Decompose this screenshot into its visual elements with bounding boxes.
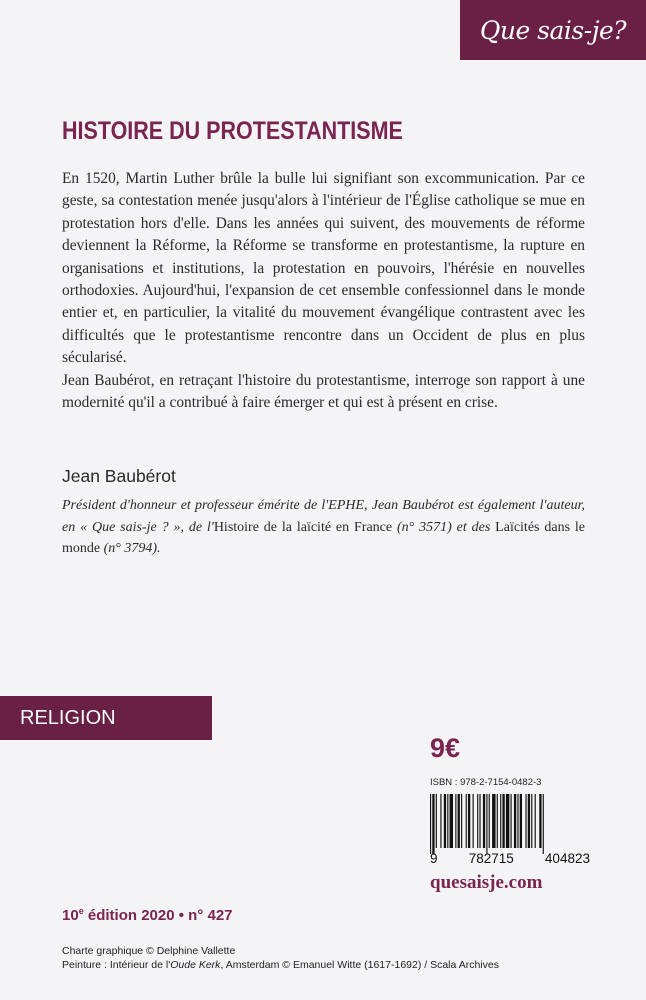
isbn: ISBN : 978-2-7154-0482-3: [430, 777, 542, 788]
author-name: Jean Baubérot: [62, 466, 176, 486]
price: 9€: [430, 733, 461, 763]
barcode-bar: [543, 794, 544, 854]
barcode-bar: [466, 794, 467, 848]
barcode-bar: [539, 794, 541, 848]
barcode-bar: [486, 794, 487, 854]
bio-text-3: (n° 3794).: [100, 541, 161, 556]
credits-painting-title: Oude Kerk: [170, 959, 221, 971]
barcode-bar: [479, 794, 480, 848]
bio-book-2: Laïcités dans le monde: [62, 519, 585, 556]
series-logo: [460, 0, 646, 60]
barcode-digit-group: 782715: [468, 851, 514, 866]
barcode-bar: [489, 794, 490, 848]
barcode-bar: [444, 794, 446, 848]
barcode-bar: [447, 794, 448, 848]
edition-superscript: e: [78, 906, 84, 916]
barcode-bar: [450, 794, 453, 848]
barcode-bar: [436, 794, 437, 848]
barcode-bar: [430, 794, 431, 854]
barcode-bar: [500, 794, 501, 848]
author-bio: [62, 495, 585, 560]
barcode-bar: [455, 794, 456, 848]
blurb-paragraph-2: Jean Baubérot, en retraçant l'histoire du protestantisme, interroge son rapport à une modernité qu'il a contribué à faire émerger et qui est à présent en crise.: [62, 371, 585, 412]
barcode-bar: [440, 794, 441, 848]
book-title: HISTOIRE DU PROTESTANTISME: [62, 117, 403, 145]
barcode-bar: [511, 794, 512, 848]
barcode-bar: [497, 794, 498, 848]
credits-painting-text-1: Peinture : Intérieur de l': [62, 959, 171, 971]
barcode-bar: [477, 794, 478, 848]
bio-text-2: (n° 3571) et des: [392, 519, 496, 535]
series-logo-text: Que sais-je?: [479, 15, 627, 45]
barcode-bar: [461, 794, 462, 848]
barcode-bar: [528, 794, 530, 848]
blurb: [62, 168, 585, 414]
barcode-bar: [514, 794, 516, 848]
category-text: RELIGION: [20, 706, 116, 729]
barcode-bar: [531, 794, 532, 848]
blurb-paragraph-1: En 1520, Martin Luther brûle la bulle lui signifiant son excommunication. Par ce geste, sa contestation menée jusqu'alors à l'intérieur de l'Église catholique se mue en protestation hors d'elle. Dans les années qui suivent, des mouvements de réforme deviennent la Réforme, la Réforme se transforme en protestantisme, la rupture en organisations et institutions, la protestation en pouvoirs, l'hérésie en nouvelles orthodoxies. Aujourd'hui, l'expansion de cet ensemble confessionnel dans le monde entier et, en particulier, la vitalité du mouvement évangélique contrastent avec les difficultés que le protestantisme rencontre dans un Occident de plus en plus sécularisé.: [62, 170, 585, 367]
edition-number: 10: [62, 907, 79, 924]
barcode-bar: [517, 794, 518, 848]
barcode-digit-group: 404823: [544, 851, 590, 866]
barcode-bar: [535, 794, 536, 848]
credits-painting-text-2: , Amsterdam © Emanuel Witte (1617-1692) / Scala Archives: [220, 959, 499, 971]
edition-text: édition 2020 • n° 427: [83, 907, 233, 924]
barcode-bar: [525, 794, 526, 848]
website-link[interactable]: quesaisje.com: [430, 872, 543, 893]
edition-info: [62, 906, 233, 924]
barcode-bar: [468, 794, 470, 848]
credits-painting: [62, 958, 622, 972]
barcode: [430, 794, 585, 854]
credits-design: Charte graphique © Delphine Vallette: [62, 945, 236, 957]
bio-text-1: Président d'honneur et professeur émérite de l'EPHE, Jean Baubérot est également l'auteur, en « Que sais-je ? », de l': [62, 498, 585, 535]
barcode-bar: [432, 794, 434, 854]
barcode-digits: [430, 851, 590, 866]
barcode-bar: [458, 794, 460, 848]
barcode-bar: [483, 794, 485, 848]
barcode-bar: [506, 794, 509, 848]
barcode-bar: [473, 794, 474, 848]
credits: [62, 944, 622, 972]
bio-book-1: Histoire de la laïcité en France: [213, 519, 393, 535]
category-label: [0, 696, 212, 740]
barcode-bar: [492, 794, 495, 848]
barcode-bar: [520, 794, 522, 848]
barcode-digit-group: 9: [430, 851, 438, 866]
barcode-bar: [502, 794, 504, 848]
